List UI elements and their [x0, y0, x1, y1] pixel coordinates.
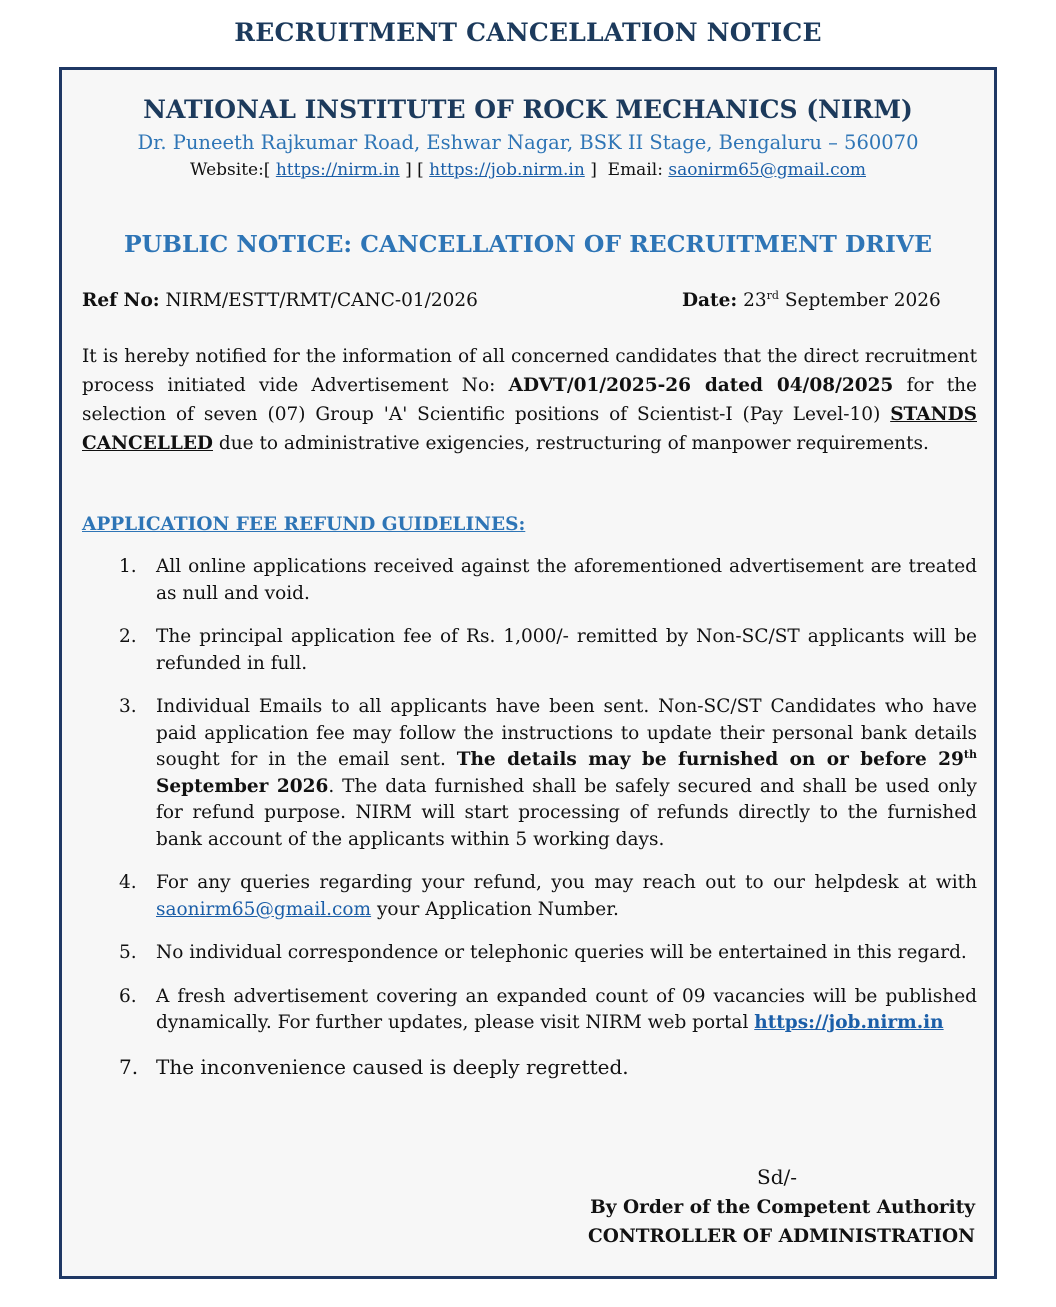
item-number: 7.: [119, 1054, 139, 1079]
guideline-item: [82, 870, 977, 923]
ref-label: Ref No:: [82, 290, 160, 311]
institute-name: NATIONAL INSTITUTE OF ROCK MECHANICS (NIRM): [143, 95, 913, 124]
guideline-item: [82, 554, 977, 607]
item-text: The principal application fee of Rs. 1,000/- remitted by Non-SC/ST applicants will be refunded in full.: [156, 626, 977, 674]
date-suffix: rd: [766, 288, 779, 302]
item-text-continued: . The data furnished shall be safely secured and shall be used only for refund purpose. NIRM will start processing of refunds directly to the furnished bank account of the applicants within 5 working days.: [156, 775, 977, 850]
item-number: 6.: [119, 985, 137, 1007]
website-link-nirm[interactable]: https://nirm.in: [275, 160, 400, 180]
page-title: RECRUITMENT CANCELLATION NOTICE: [234, 18, 822, 47]
signature-designation: CONTROLLER OF ADMINISTRATION: [587, 1226, 975, 1247]
email-label: Email:: [607, 160, 663, 180]
institute-contact: [62, 160, 994, 180]
intro-text-3: due to administrative exigencies, restructuring of manpower requirements.: [218, 433, 929, 454]
item-text: For any queries regarding your refund, you may reach out to our helpdesk at with: [156, 872, 977, 893]
item-text: No individual correspondence or telephonic queries will be entertained in this regard.: [156, 942, 967, 963]
ref-value: NIRM/ESTT/RMT/CANC-01/2026: [165, 290, 478, 311]
item-text-continued: your Application Number.: [376, 898, 619, 920]
portal-link[interactable]: https://job.nirm.in: [754, 1012, 944, 1033]
item-number: 3.: [119, 696, 137, 717]
item-number: 4.: [119, 872, 137, 893]
deadline-text: The details may be furnished on or before 29: [456, 749, 964, 770]
signature-authority: By Order of the Competent Authority: [590, 1197, 975, 1218]
website-separator: ] [: [399, 160, 430, 180]
date-label: Date:: [682, 290, 738, 311]
website-close: ]: [584, 160, 597, 180]
guideline-item: [82, 694, 977, 853]
advertisement-number: ADVT/01/2025-26 dated 04/08/2025: [508, 375, 894, 396]
date-day: 23: [743, 290, 767, 311]
notice-heading: PUBLIC NOTICE: CANCELLATION OF RECRUITMENT DRIVE: [123, 230, 933, 258]
intro-text-1: It is hereby notified for the information of all concerned candidates that the direct recruitment process initiated vide Advertisement No:: [82, 346, 977, 396]
intro-text-2: for the selection of seven (07) Group 'A' Scientific positions of Scientist-I (Pay Level-10): [82, 375, 977, 425]
email-link[interactable]: saonirm65@gmail.com: [668, 160, 866, 180]
reference-number: [82, 290, 478, 311]
intro-paragraph: [82, 342, 977, 458]
guidelines-heading: APPLICATION FEE REFUND GUIDELINES:: [82, 514, 526, 535]
guideline-item: [82, 1054, 977, 1081]
signature-mark: Sd/-: [757, 1165, 797, 1189]
item-number: 2.: [119, 626, 137, 647]
guideline-item: [82, 940, 977, 967]
deadline-date: September 2026: [156, 775, 329, 797]
notice-frame: [59, 67, 997, 1279]
item-text: All online applications received against the aforementioned advertisement are treated as null and void.: [156, 556, 977, 604]
helpdesk-email-link[interactable]: saonirm65@gmail.com: [156, 898, 372, 920]
website-link-job[interactable]: https://job.nirm.in: [429, 160, 585, 180]
guideline-item: [82, 624, 977, 677]
guidelines-list: [82, 554, 977, 1097]
institute-address: Dr. Puneeth Rajkumar Road, Eshwar Nagar, BSK II Stage, Bengaluru – 560070: [137, 131, 919, 154]
date-month-year: September 2026: [784, 290, 941, 311]
item-number: 1.: [119, 556, 137, 577]
item-text: The inconvenience caused is deeply regretted.: [156, 1054, 629, 1079]
item-text: A fresh advertisement covering an expanded count of 09 vacancies will be published dynamically. For further updates, please visit NIRM web portal: [156, 985, 977, 1033]
cancellation-status: STANDS CANCELLED: [82, 404, 977, 454]
website-label: Website:[: [190, 160, 271, 180]
item-text: Individual Emails to all applicants have been sent. Non-SC/ST Candidates who have paid application fee may follow the instructions to update their personal bank details sought for in the email sent.: [156, 696, 977, 770]
guideline-item: [82, 984, 977, 1037]
deadline-suffix: th: [963, 747, 977, 761]
notice-date: [682, 290, 941, 311]
item-number: 5.: [119, 942, 137, 963]
